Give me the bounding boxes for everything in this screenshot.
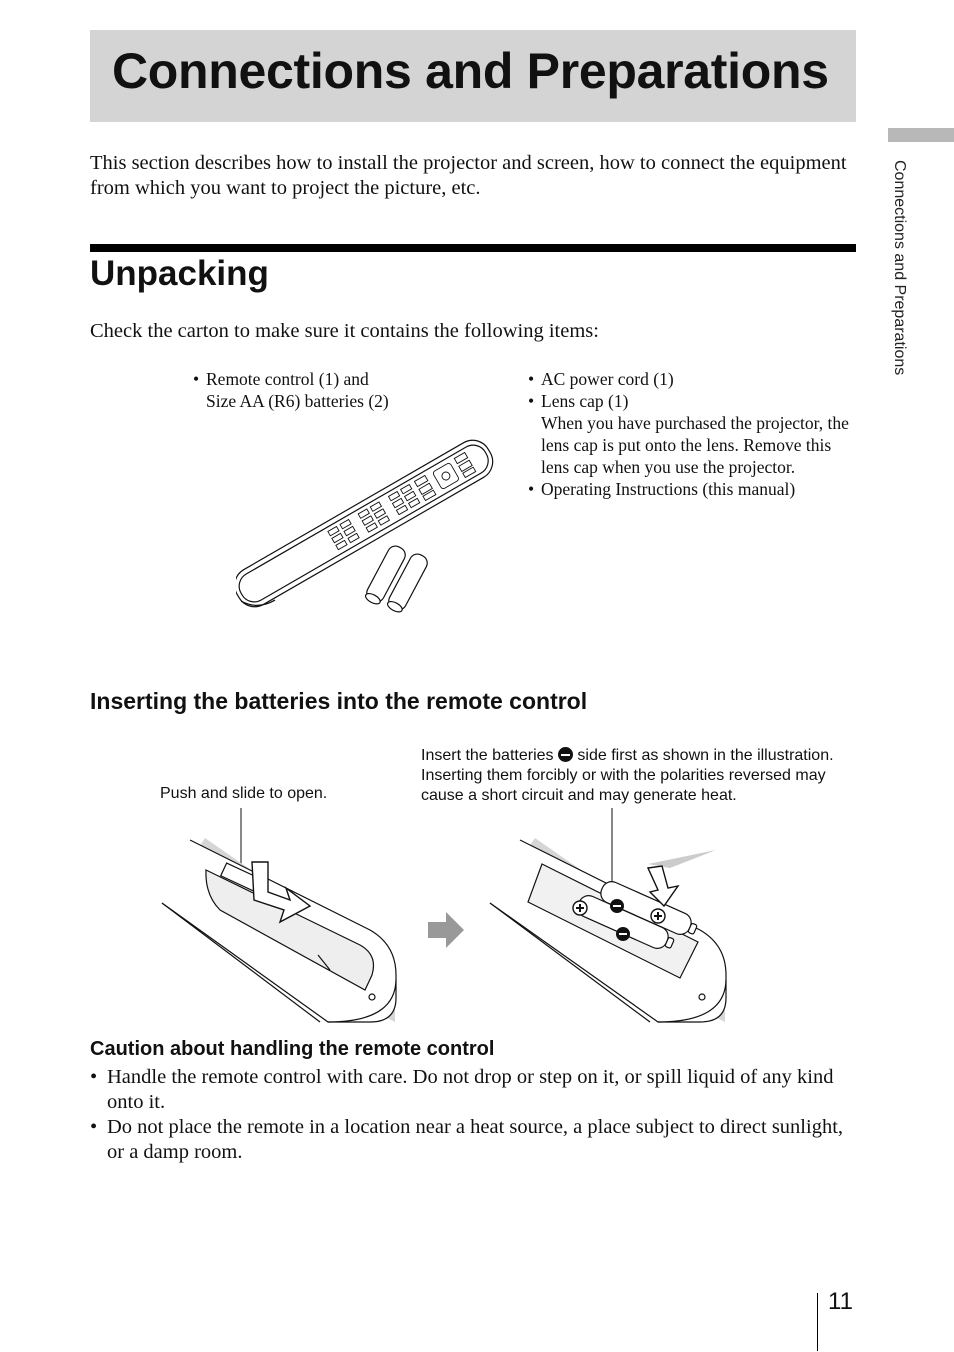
side-tab-label: Connections and Preparations (891, 160, 908, 376)
section-rule (90, 244, 856, 252)
subsection-title-batteries: Inserting the batteries into the remote control (90, 688, 588, 714)
remote-and-batteries-illustration (236, 426, 500, 616)
remote-back-cover-drawing (162, 838, 396, 1022)
callout-insert-before: Insert the batteries (421, 747, 554, 764)
battery-insertion-illustration (150, 800, 750, 1032)
intro-paragraph: This section describes how to install the projector and screen, how to connect the equipment from which you want to project the picture, etc. (90, 152, 847, 199)
list-item-detail: When you have purchased the projector, the lens cap is put onto the lens. Remove this lens cap when you use the projector. (541, 413, 849, 477)
chapter-title: Connections and Preparations (112, 43, 829, 99)
minus-polarity-icon (616, 927, 630, 941)
list-item-text: • Operating Instructions (this manual) (541, 479, 796, 499)
batteries-drawing (363, 543, 430, 614)
page-number: 11 (828, 1288, 853, 1315)
list-item (528, 478, 858, 500)
list-item (193, 368, 503, 412)
caution-list (90, 1065, 860, 1165)
items-list-right (528, 368, 858, 500)
page-number-rule (817, 1293, 818, 1351)
list-item-detail: Size AA (R6) batteries (2) (206, 391, 389, 411)
list-item-text: • Lens cap (1) (541, 391, 629, 411)
caution-item: • Do not place the remote in a location near a heat source, a place subject to direct sunlight, or a damp room. (90, 1115, 860, 1165)
list-item (528, 368, 858, 390)
caution-item: • Handle the remote control with care. Do not drop or step on it, or spill liquid of any kind onto it. (90, 1065, 860, 1115)
plus-polarity-icon (573, 901, 587, 915)
items-list-left (193, 368, 503, 412)
list-item-text: • Remote control (1) and (206, 369, 369, 389)
side-tab-bar (888, 128, 954, 142)
list-item (528, 390, 858, 478)
plus-polarity-icon (651, 909, 665, 923)
minus-polarity-icon (558, 747, 573, 762)
caution-title: Caution about handling the remote control (90, 1038, 495, 1060)
callout-push-slide: Push and slide to open. (160, 785, 328, 802)
side-tab (880, 160, 920, 420)
section-title-unpacking: Unpacking (90, 254, 269, 293)
callout-insert-after: side first as shown in the illustration. Inserting them forcibly or with the polarities reversed may cause a short circuit and may generate heat. (421, 747, 834, 804)
check-text: Check the carton to make sure it contains the following items: (90, 320, 599, 342)
callout-insert-batteries (421, 746, 861, 806)
next-step-arrow-icon (428, 912, 464, 948)
insert-arrow-icon (648, 850, 716, 906)
list-item-text: • AC power cord (1) (541, 369, 674, 389)
minus-polarity-icon (610, 899, 624, 913)
